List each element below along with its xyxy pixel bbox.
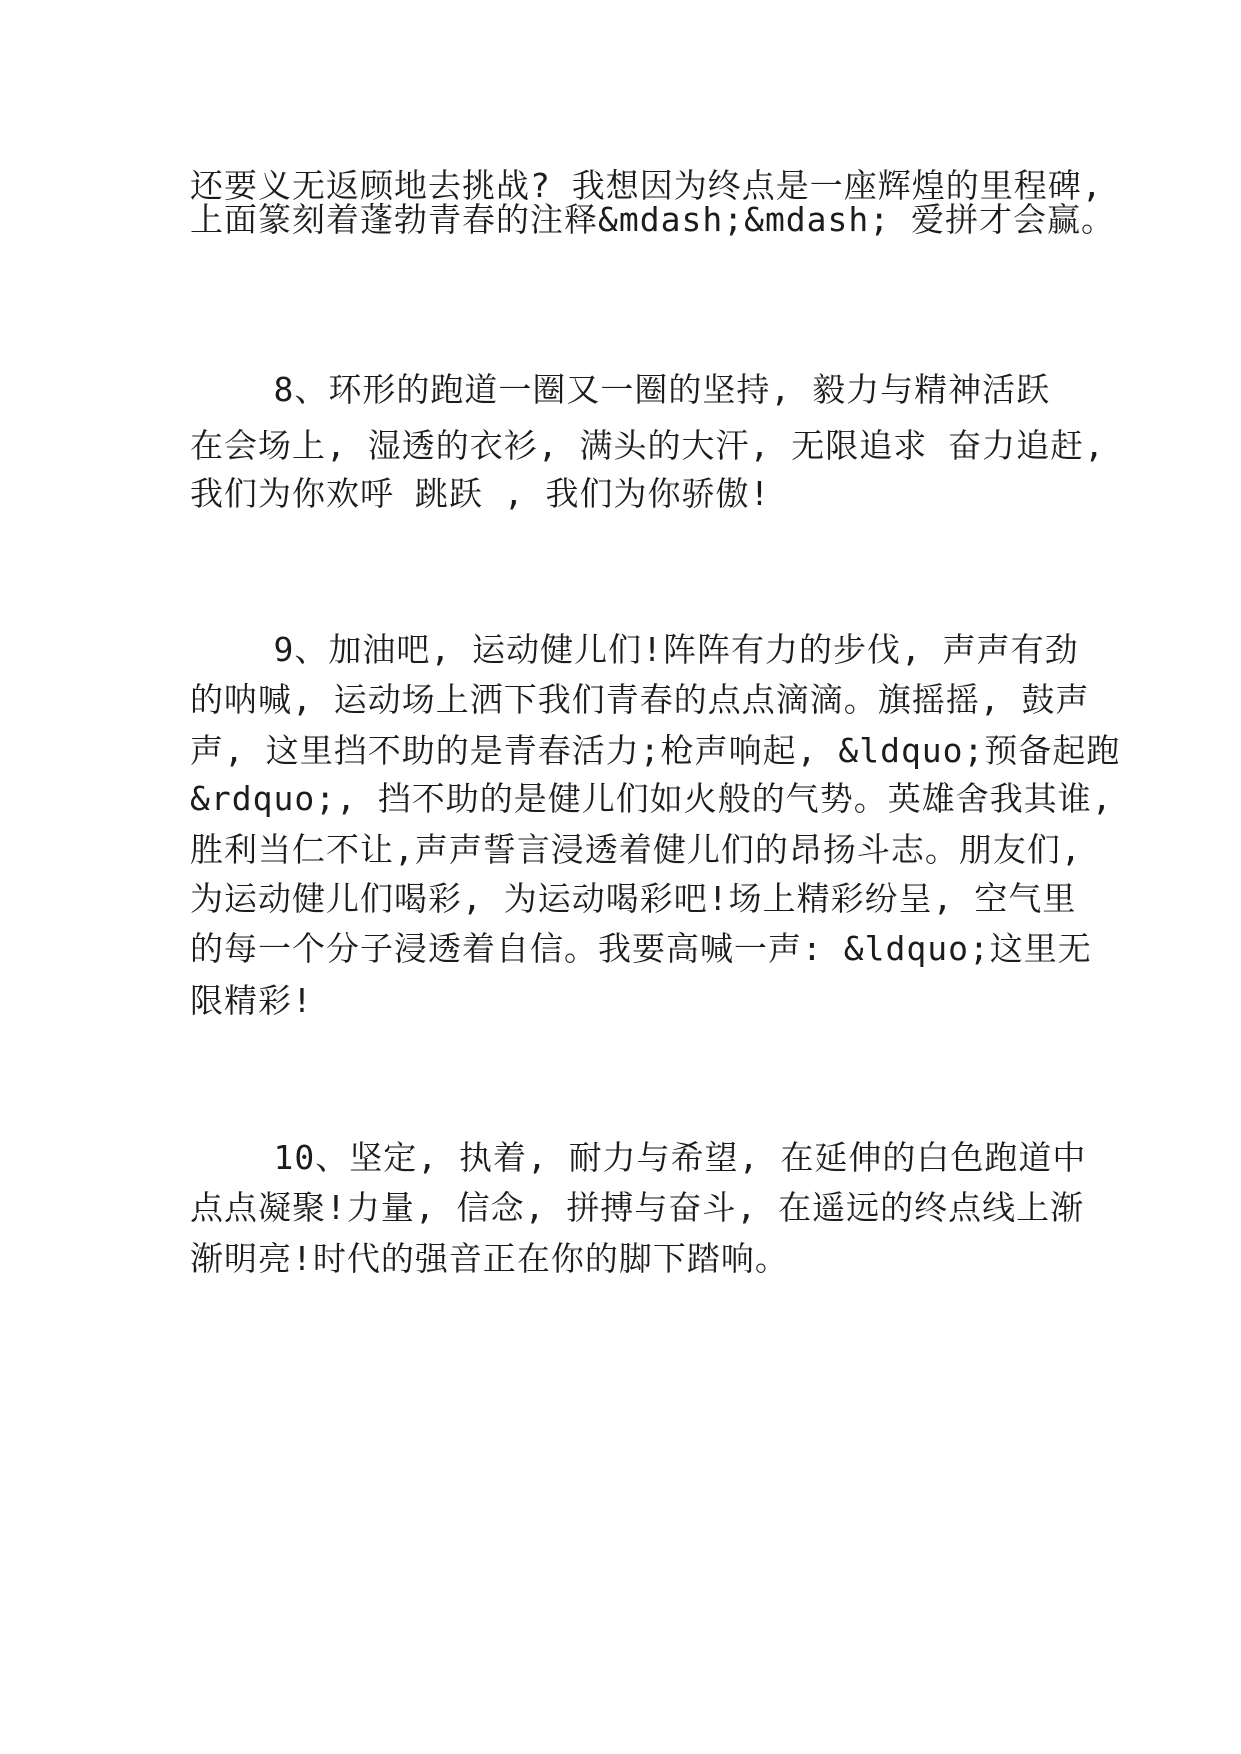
text-line: 胜利当仁不让,声声誓言浸透着健儿们的昂扬斗志。朋友们, [190,830,1082,869]
text-line: &rdquo;, 挡不助的是健儿们如火般的气势。英雄舍我其谁, [190,779,1113,818]
text-line: 10、坚定, 执着, 耐力与希望, 在延伸的白色跑道中 [190,1138,1087,1177]
text-line: 还要义无返顾地去挑战? 我想因为终点是一座辉煌的里程碑, [190,166,1103,205]
text-line: 声, 这里挡不助的是青春活力;枪声响起, &ldquo;预备起跑 [190,731,1121,770]
text-line: 限精彩! [190,981,313,1020]
text-line: 在会场上, 湿透的衣衫, 满头的大汗, 无限追求 奋力追赶, [190,426,1105,465]
text-line: 8、环形的跑道一圈又一圈的坚持, 毅力与精神活跃 [190,370,1051,409]
text-line: 点点凝聚!力量, 信念, 拼搏与奋斗, 在遥远的终点线上渐 [190,1188,1085,1227]
text-line: 我们为你欢呼 跳跃 , 我们为你骄傲! [190,474,771,513]
text-line: 上面篆刻着蓬勃青春的注释&mdash;&mdash; 爱拼才会赢。 [190,200,1116,239]
text-line: 的呐喊, 运动场上洒下我们青春的点点滴滴。旗摇摇, 鼓声 [190,680,1090,719]
text-line: 渐明亮!时代的强音正在你的脚下踏响。 [190,1239,789,1278]
text-line: 9、加油吧, 运动健儿们!阵阵有力的步伐, 声声有劲 [190,630,1079,669]
text-line: 的每一个分子浸透着自信。我要高喊一声: &ldquo;这里无 [190,929,1092,968]
text-line: 为运动健儿们喝彩, 为运动喝彩吧!场上精彩纷呈, 空气里 [190,879,1077,918]
